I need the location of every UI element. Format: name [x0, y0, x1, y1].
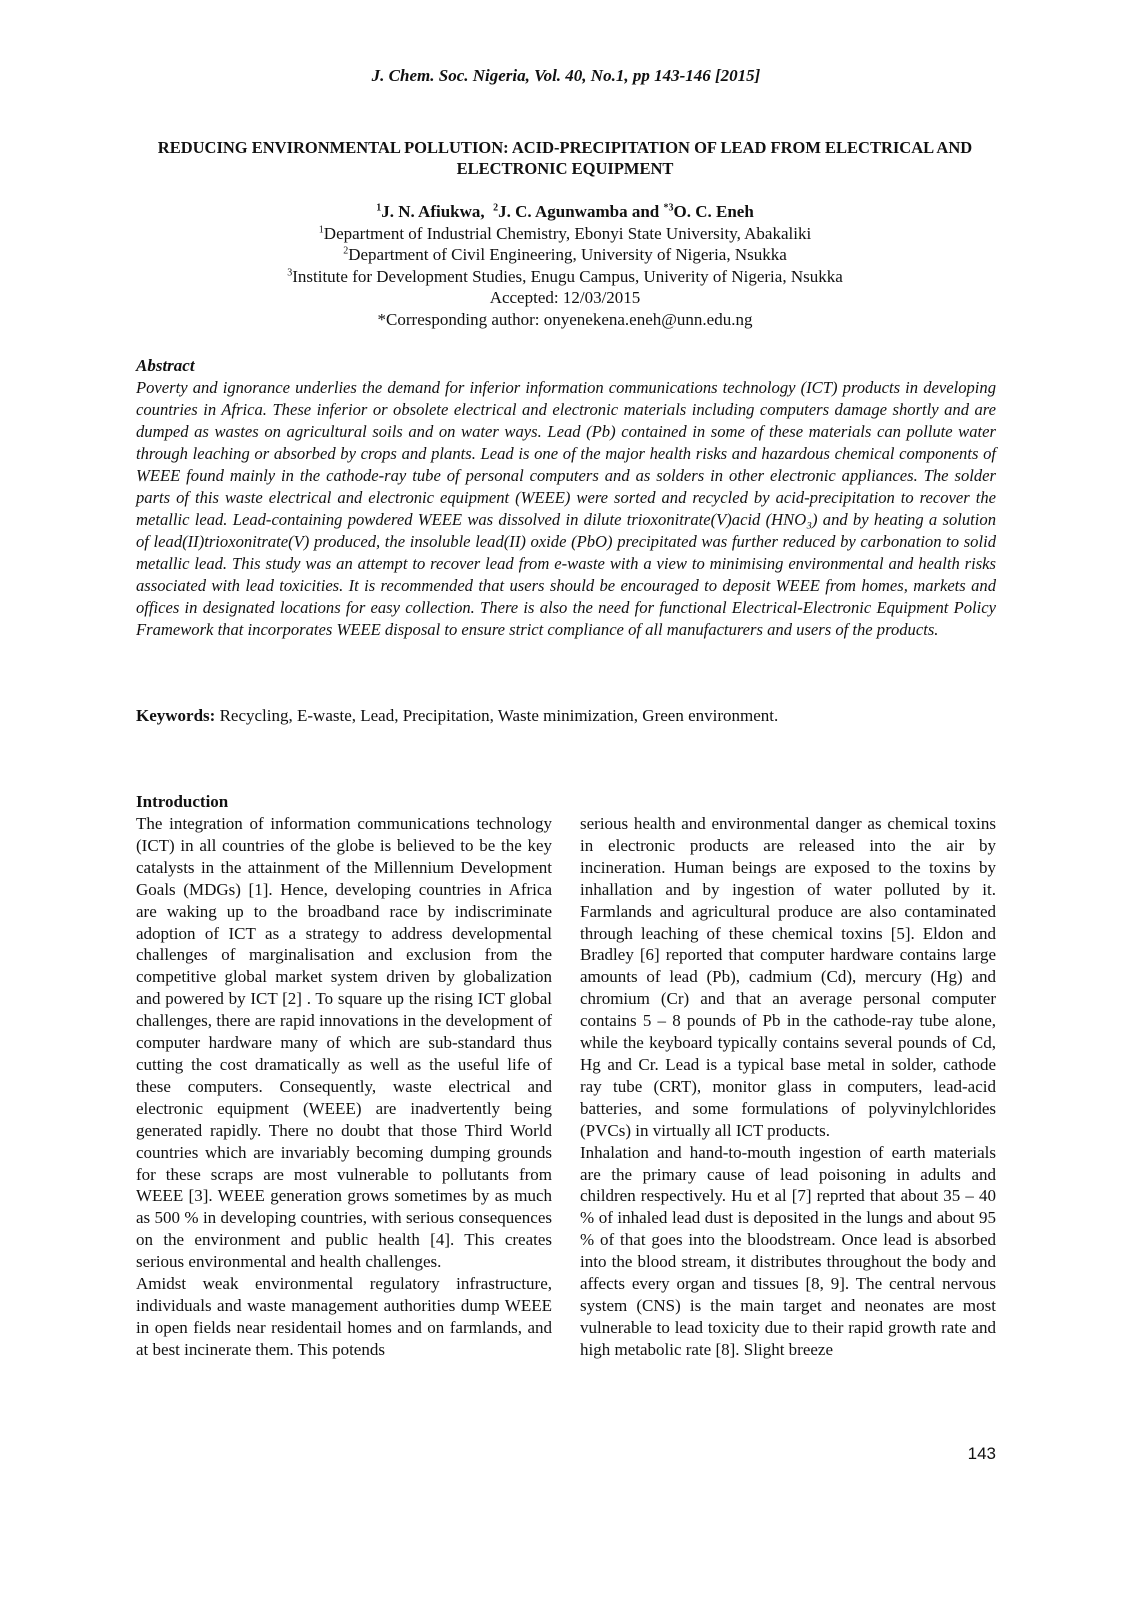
accepted-date: Accepted: 12/03/2015	[489, 288, 641, 307]
corresponding-author: *Corresponding author: onyenekena.eneh@unn.edu.ng	[377, 309, 753, 329]
paragraph: Inhalation and hand-to-mouth ingestion of earth materials are the primary cause of lead poisoning in adults and children respectively. Hu et al [7] reprted that about 35 – 40 % of inhaled lead dust is deposited in the lungs and about 95 % of that goes into the bloodstream. Once lead is absorbed into the blood stream, it distributes throughout the body and affects every organ and tissues [8, 9]. The central nervous system (CNS) is the main target and neonates are most vulnerable to lead toxicity due to their rapid growth rate and high metabolic rate [8]. Slight breeze	[580, 1142, 996, 1359]
keywords-line	[136, 706, 996, 726]
author-list	[200, 201, 930, 223]
page-number: 143	[967, 1444, 996, 1463]
author-name: J. N. Afiukwa,	[381, 202, 485, 221]
keywords-text: Recycling, E-waste, Lead, Precipitation, Waste minimization, Green environment.	[215, 706, 779, 725]
affiliation-text: Department of Civil Engineering, University of Nigeria, Nsukka	[348, 245, 787, 264]
author-name: J. C. Agunwamba and	[498, 202, 660, 221]
author-block	[200, 201, 930, 330]
affiliation	[200, 244, 930, 266]
affiliation-sup: 3	[287, 266, 293, 278]
affiliation-text: Department of Industrial Chemistry, Ebonyi State University, Abakaliki	[323, 223, 812, 243]
affiliation	[200, 223, 930, 245]
affiliation-text: Institute for Development Studies, Enugu Campus, Univerity of Nigeria, Nsukka	[292, 266, 843, 286]
paragraph: Amidst weak environmental regulatory infrastructure, individuals and waste management authorities dump WEEE in open fields near residentail homes and on farmlands, and at best incinerate them. This potends	[136, 1274, 552, 1359]
right-column	[580, 813, 996, 1361]
affiliation	[200, 266, 930, 288]
abstract-heading: Abstract	[136, 356, 195, 375]
author-sup: 1	[376, 202, 382, 214]
paragraph: serious health and environmental danger as chemical toxins in electronic products are released into the air by incineration. Human beings are exposed to the toxins by inhallation and by ingestion of water polluted by it. Farmlands and agricultural produce are also contaminated through leaching of these chemical toxins [5]. Eldon and Bradley [6] reported that computer hardware contains large amounts of lead (Pb), cadmium (Cd), mercury (Hg) and chromium (Cr) and that an average personal computer contains 5 – 8 pounds of Pb in the cathode-ray tube alone, while the keyboard typically contains several pounds of Cd, Hg and Cr. Lead is a typical base metal in solder, cathode ray tube (CRT), monitor glass in computers, lead-acid batteries, and some formulations of polyvinylchlorides (PVCs) in virtually all ICT products.	[580, 814, 996, 1140]
paper-title: REDUCING ENVIRONMENTAL POLLUTION: ACID-PRECIPITATION OF LEAD FROM ELECTRICAL AND ELECTRONIC EQUIPMENT	[157, 138, 973, 178]
paragraph: The integration of information communications technology (ICT) in all countries of the globe is believed to be the key catalysts in the attainment of the Millennium Development Goals (MDGs) [1]. Hence, developing countries in Africa are waking up to the broadband race by indiscriminate adoption of ICT as a strategy to address developmental challenges of marginalisation and exclusion from the competitive global market system driven by globalization and powered by ICT [2] . To square up the rising ICT global challenges, there are rapid innovations in the development of computer hardware many of which are sub-standard thus cutting the cost dramatically as well as the useful life of these computers. Consequently, waste electrical and electronic equipment (WEEE) are inadvertently being generated rapidly. There no doubt that those Third World countries which are invariably becoming dumping grounds for these scraps are most vulnerable to pollutants from WEEE [3]. WEEE generation grows sometimes by as much as 500 % in developing countries, with serious consequences on the environment and public health [4]. This creates serious environmental and health challenges.	[136, 814, 552, 1272]
journal-header: J. Chem. Soc. Nigeria, Vol. 40, No.1, pp 143-146 [2015]	[371, 66, 761, 85]
author-sup: 2	[493, 202, 499, 214]
author-name: O. C. Eneh	[673, 202, 754, 221]
abstract-text: Poverty and ignorance underlies the demand for inferior information communications technology (ICT) products in developing countries in Africa. These inferior or obsolete electrical and electronic materials including computers damage shortly and are dumped as wastes on agricultural soils and on water ways. Lead (Pb) contained in some of these materials can pollute water through leaching or absorbed by crops and plants. Lead is one of the major health risks and hazardous chemical components of WEEE found mainly in the cathode-ray tube of personal computers and as solders in other electronic appliances. The solder parts of this waste electrical and electronic equipment (WEEE) were sorted and recycled by acid-precipitation to recover the metallic lead. Lead-containing powdered WEEE was dissolved in dilute trioxonitrate(V)acid (HNO₃) and by heating a solution of lead(II)trioxonitrate(V) produced, the insoluble lead(II) oxide (PbO) precipitated was further reduced by carbonation to solid metallic lead. This study was an attempt to recover lead from e-waste with a view to minimising environmental and health risks associated with lead toxicities. It is recommended that users should be encouraged to deposit WEEE from homes, markets and offices in designated locations for easy collection. There is also the need for functional Electrical-Electronic Equipment Policy Framework that incorporates WEEE disposal to ensure strict compliance of all manufacturers and users of the products.	[136, 378, 996, 639]
affiliation-sup: 1	[318, 223, 324, 235]
author-sup: *3	[663, 202, 674, 214]
left-column	[136, 813, 552, 1361]
keywords-label: Keywords:	[136, 706, 216, 725]
affiliation-sup: 2	[343, 245, 349, 257]
introduction-heading: Introduction	[136, 792, 229, 811]
